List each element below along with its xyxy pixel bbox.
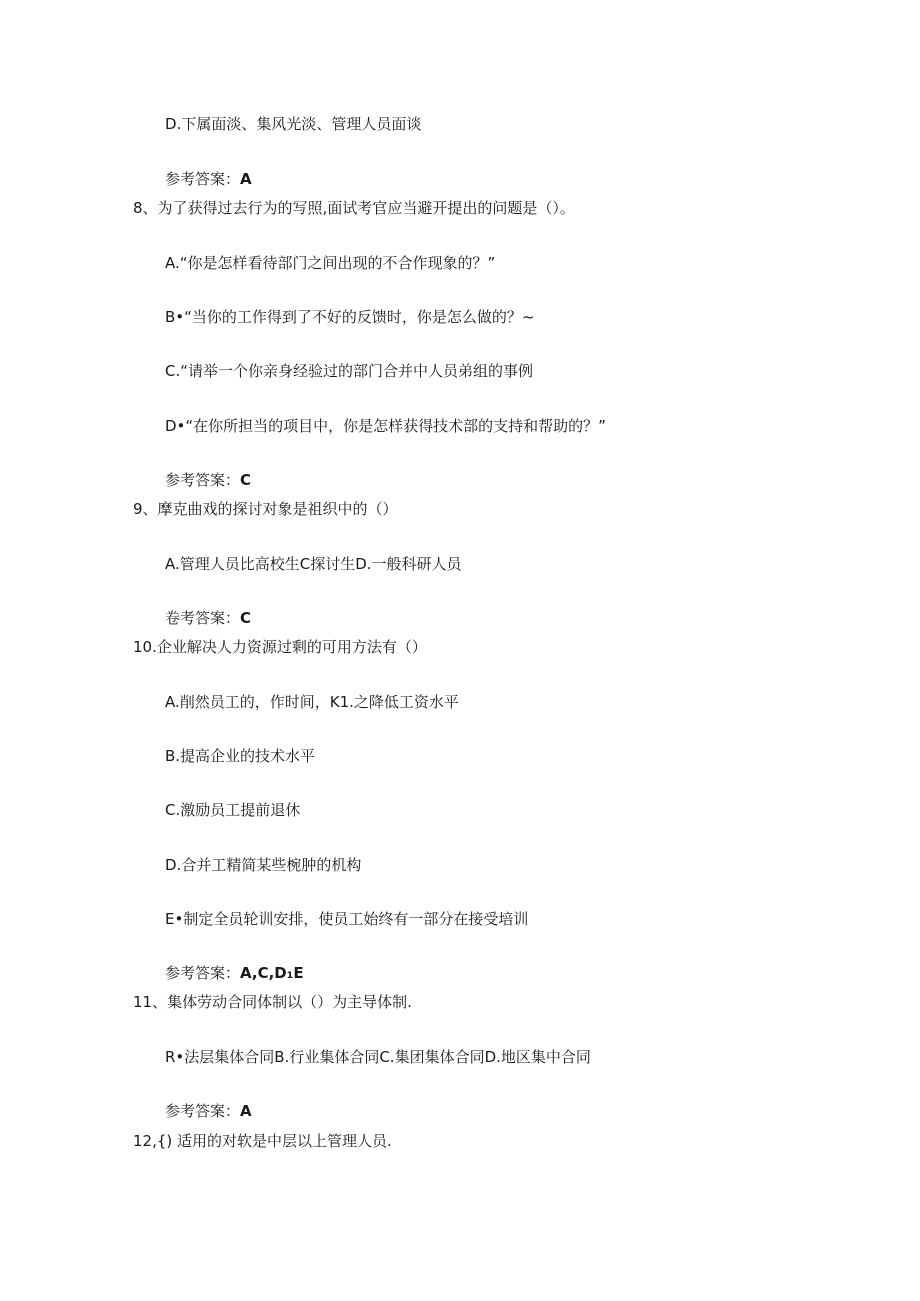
option-10a: A.削然员工的，作时间，K1.之降低工资水平: [165, 693, 459, 711]
option-8d: D•“在你所担当的项目中，你是怎样获得技术部的支持和帮助的？”: [165, 417, 606, 435]
option-10e: E•制定全员轮训安排，使员工始终有一部分在接受培训: [165, 910, 529, 928]
answer-label: 参考答案：: [165, 1102, 241, 1120]
answer-8: [165, 470, 251, 490]
answer-label: 参考答案：: [165, 471, 241, 489]
answer-7: [165, 169, 252, 189]
question-12: 12,{) 适用的对软是中层以上管理人员.: [133, 1132, 392, 1150]
option-7d: D.下属面淡、集风光淡、管理人员面谈: [165, 115, 422, 133]
answer-value: A: [240, 1102, 252, 1120]
option-11: R•法层集体合同B.行业集体合同C.集团集体合同D.地区集中合同: [165, 1048, 591, 1066]
question-11: 11、集体劳动合同体制以（）为主导体制.: [133, 993, 412, 1011]
answer-value: C: [240, 471, 252, 489]
option-9: A.管理人员比高校生C探讨生D.一般科研人员: [165, 555, 462, 573]
question-8: 8、为了获得过去行为的写照,面试考官应当避开提出的问题是（）。: [133, 199, 575, 217]
answer-value: A: [240, 170, 252, 188]
answer-label: 参考答案：: [165, 964, 241, 982]
option-8a: A.“你是怎样看待部门之间出现的不合作现象的？”: [165, 254, 496, 272]
option-10d: D.合并工精简某些椀肿的机构: [165, 856, 362, 874]
option-8b: B•“当你的工作得到了不好的反馈时，你是怎么做的？~: [165, 308, 535, 326]
answer-value: A,C,D₁E: [240, 964, 304, 982]
answer-label: 参考答案：: [165, 170, 241, 188]
answer-10: [165, 963, 304, 983]
option-8c: C.“请举一个你亲身经验过的部门合并中人员弟组的事例: [165, 362, 534, 380]
option-10c: C.激励员工提前退休: [165, 801, 301, 819]
answer-9: [165, 608, 251, 628]
answer-11: [165, 1101, 252, 1121]
answer-value: C: [240, 609, 252, 627]
answer-label: 卷考答案：: [165, 609, 241, 627]
option-10b: B.提高企业的技术水平: [165, 747, 316, 765]
question-9: 9、摩克曲戏的探讨对象是祖织中的（）: [133, 500, 398, 518]
question-10: 10.企业解决人力资源过剩的可用方法有（）: [133, 638, 427, 656]
